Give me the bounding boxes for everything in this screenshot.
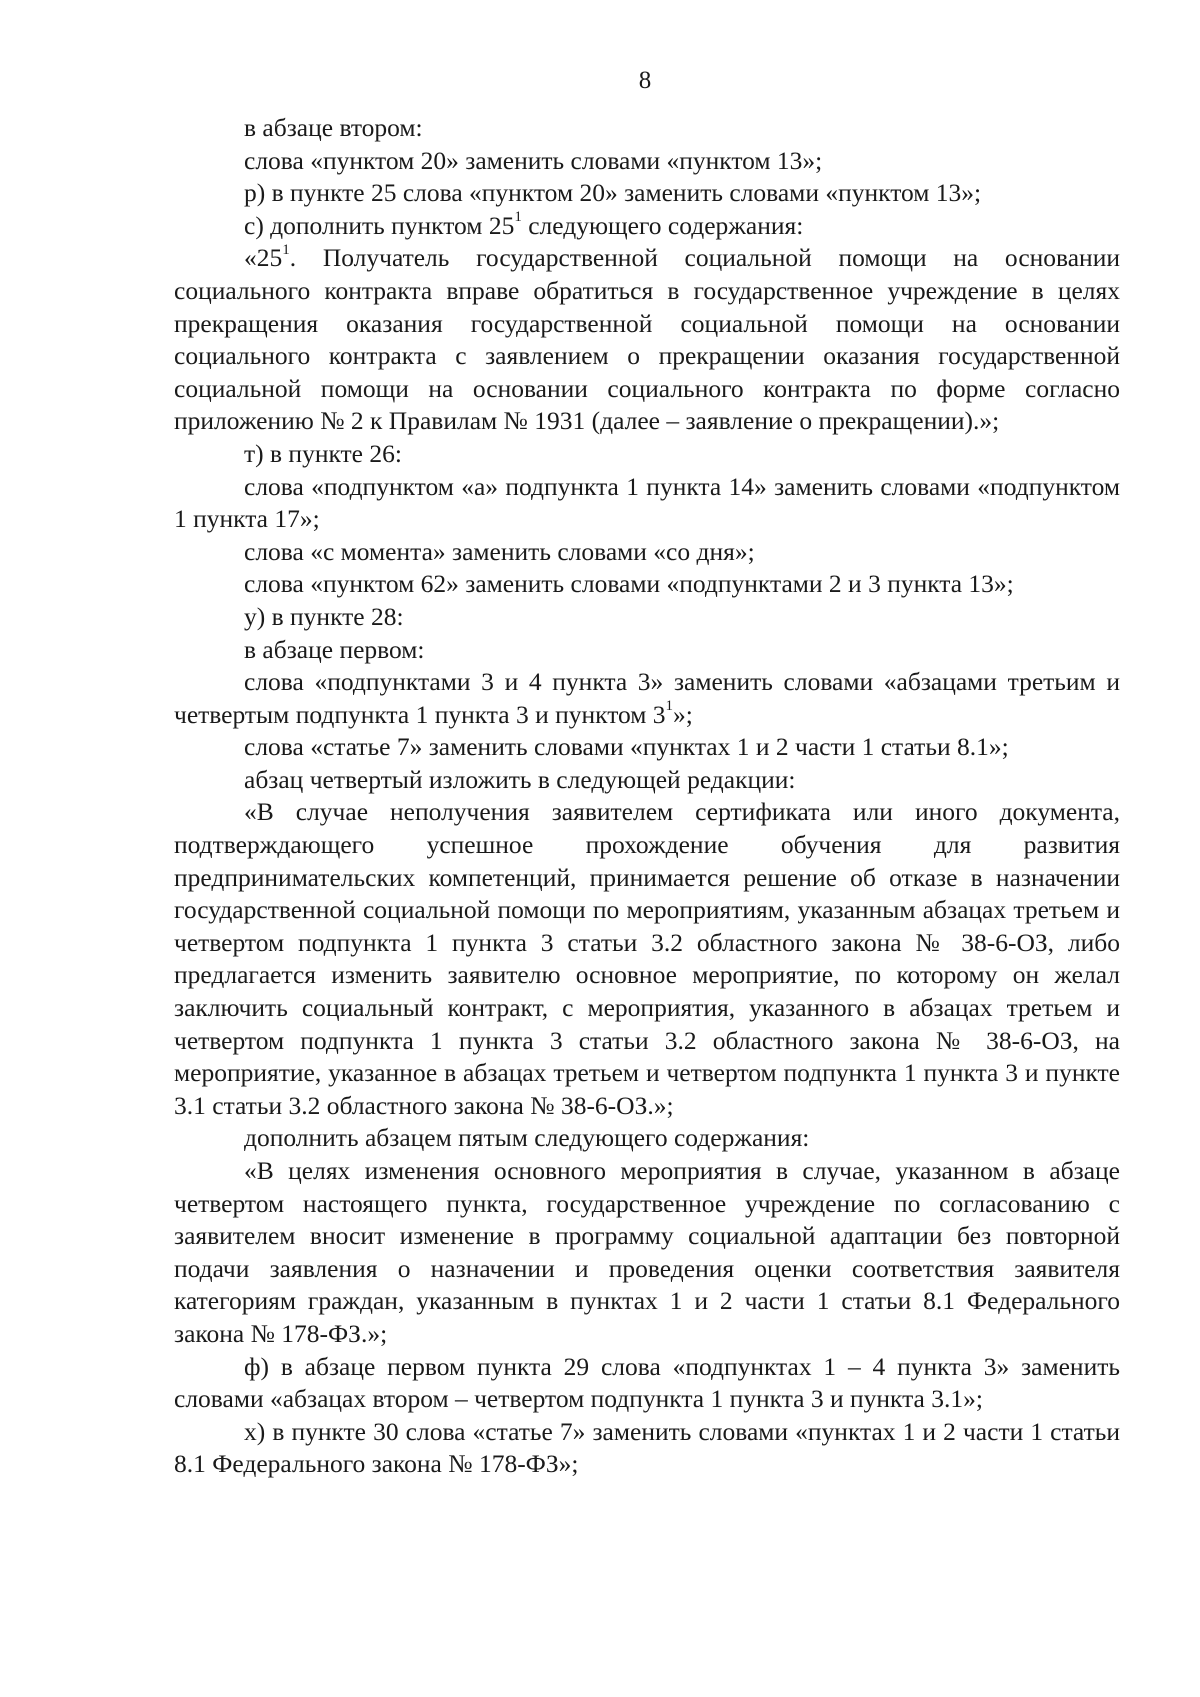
- paragraph-p19: [174, 1416, 1120, 1481]
- superscript: 1: [514, 209, 522, 226]
- paragraph-text: слова «пунктом 62» заменить словами «подпунктами 2 и 3 пункта 13»;: [244, 569, 1014, 599]
- paragraph-p10: [174, 601, 1120, 634]
- paragraph-p08: [174, 536, 1120, 569]
- paragraph-text: х) в пункте 30 слова «статье 7» заменить словами «пунктах 1 и 2 части 1 статьи 8.1 Федерального закона № 178-ФЗ»;: [174, 1416, 1120, 1479]
- paragraph-text: с) дополнить пунктом 25: [244, 210, 515, 240]
- paragraph-text: «В случае неполучения заявителем сертификата или иного документа, подтверждающего успешное прохождение обучения для развития предпринимательских компетенций, принимается решение об отказе в назначении государственной социальной помощи по мероприятиям, указанным абзацах третьем и четвертом подпункта 1 пункта 3 статьи 3.2 областного закона № 38-6-ОЗ, либо предлагается изменить заявителю основное мероприятие, по которому он желал заключить социальный контракт, с мероприятия, указанного в абзацах третьем и четвертом подпункта 1 пункта 3 статьи 3.2 областного закона № 38-6-ОЗ, на мероприятие, указанное в абзацах третьем и четвертом подпункта 1 пункта 3 и пункте 3.1 статьи 3.2 областного закона № 38-6-ОЗ.»;: [174, 797, 1120, 1120]
- paragraph-p12: [174, 666, 1120, 731]
- paragraph-text: р) в пункте 25 слова «пунктом 20» заменить словами «пунктом 13»;: [244, 178, 982, 208]
- paragraph-p03: [174, 177, 1120, 210]
- paragraph-text: абзац четвертый изложить в следующей редакции:: [244, 764, 796, 794]
- superscript: 1: [282, 241, 290, 258]
- paragraph-p07: [174, 471, 1120, 536]
- paragraph-p01: [174, 112, 1120, 145]
- paragraph-text: «В целях изменения основного мероприятия в случае, указанном в абзаце четвертом настоящего пункта, государственное учреждение по согласованию с заявителем вносит изменение в программу социальной адаптации без повторной подачи заявления о назначении и проведения оценки соответствия заявителя категориям граждан, указанным в пунктах 1 и 2 части 1 статьи 8.1 Федерального закона № 178-ФЗ.»;: [174, 1156, 1120, 1348]
- paragraph-text: т) в пункте 26:: [244, 438, 402, 468]
- paragraph-text: слова «статье 7» заменить словами «пунктах 1 и 2 части 1 статьи 8.1»;: [244, 732, 1009, 762]
- paragraph-text: следующего содержания:: [521, 210, 804, 240]
- paragraph-p14: [174, 764, 1120, 797]
- paragraph-text: . Получатель государственной социальной помощи на основании социального контракта вправе обратиться в государственное учреждение в целях прекращения оказания государственной социальной помощи на основании социального контракта с заявлением о прекращении оказания государственной социальной помощи на основании социального контракта по форме согласно приложению № 2 к Правилам № 1931 (далее – заявление о прекращении).»;: [174, 243, 1120, 436]
- paragraph-p06: [174, 438, 1120, 471]
- paragraph-text: слова «пунктом 20» заменить словами «пунктом 13»;: [244, 145, 823, 175]
- paragraph-text: слова «с момента» заменить словами «со дня»;: [244, 536, 755, 566]
- paragraph-text: ф) в абзаце первом пункта 29 слова «подпунктах 1 – 4 пункта 3» заменить словами «абзацах втором – четвертом подпункта 1 пункта 3 и пункта 3.1»;: [174, 1351, 1120, 1414]
- paragraph-p17: [174, 1155, 1120, 1351]
- superscript: 1: [665, 698, 674, 715]
- paragraph-text: слова «подпунктом «а» подпункта 1 пункта 14» заменить словами «подпунктом 1 пункта 17»;: [174, 471, 1120, 534]
- paragraph-text: в абзаце втором:: [244, 113, 423, 142]
- paragraph-p05: [174, 242, 1120, 438]
- paragraph-p16: [174, 1122, 1120, 1155]
- paragraph-p15: [174, 796, 1120, 1122]
- paragraph-text: «25: [244, 243, 283, 273]
- paragraph-p18: [174, 1351, 1120, 1416]
- paragraph-text: в абзаце первом:: [244, 634, 425, 664]
- document-body: [174, 112, 1120, 1481]
- paragraph-p13: [174, 731, 1120, 764]
- paragraph-p09: [174, 568, 1120, 601]
- page-number: 8: [638, 67, 652, 94]
- paragraph-p02: [174, 145, 1120, 178]
- paragraph-p04: [174, 210, 1120, 243]
- paragraph-text: »;: [673, 699, 693, 729]
- paragraph-text: слова «подпунктами 3 и 4 пункта 3» заменить словами «абзацами третьим и четвертым подпункта 1 пункта 3 и пунктом 3: [174, 667, 1120, 729]
- paragraph-p11: [174, 634, 1120, 667]
- paragraph-text: дополнить абзацем пятым следующего содержания:: [244, 1123, 810, 1153]
- paragraph-text: у) в пункте 28:: [244, 601, 404, 631]
